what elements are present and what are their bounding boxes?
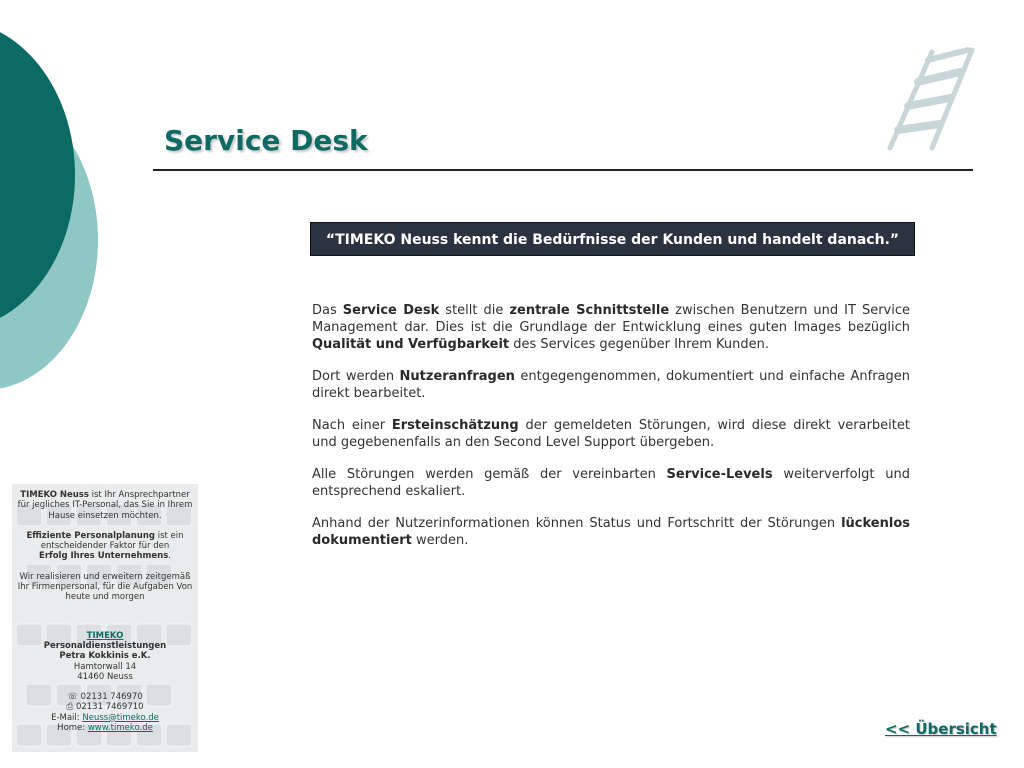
website-link[interactable]: www.timeko.de [87,723,153,734]
quote-banner: “TIMEKO Neuss kennt die Bedürfnisse der Kunden und handelt danach.” [310,222,915,256]
sidebar-planning: Effiziente Personalplanung ist ein entscheidender Faktor für den Erfolg Ihres Unternehmens. [26,530,184,562]
sidebar-intro: TIMEKO Neuss ist Ihr Ansprechpartner für jegliches IT-Personal, das Sie in Ihrem Hause einsetzen möchten. [17,490,193,521]
fax-icon: ⎙ [66,702,74,713]
fax-number: 02131 7469710 [75,702,144,713]
company-line-1: Personaldienstleistungen [43,640,167,651]
phone-icon: ☏ [67,692,78,703]
company-brand: TIMEKO [86,630,124,641]
company-street: Hamtorwall 14 [73,661,137,672]
company-info-box [12,484,198,752]
email-link[interactable]: Neuss@timeko.de [82,712,159,723]
title-divider [153,169,973,171]
company-city: 41460 Neuss [77,671,133,682]
paragraph-3: Nach einer Ersteinschätzung der gemeldeten Störungen, wird diese direkt verarbeitet und gegebenenfalls an den Second Level Support übergeben. [312,418,910,450]
company-address [16,631,194,734]
company-line-2: Petra Kokkinis e.K. [59,651,151,662]
fax-row [16,702,194,712]
email-row: E-Mail: Neuss@timeko.de [51,712,159,723]
page-title: Service Desk [164,124,368,157]
company-info-text [12,484,198,733]
paragraph-1: Das Service Desk stellt die zentrale Schnittstelle zwischen Benutzern und IT Service Management dar. Dies ist die Grundlage der Entwicklung eines guten Images bezüglich Qualität und Verfügbarkeit des Services gegenüber Ihrem Kunden. [312,303,911,352]
paragraph-4: Alle Störungen werden gemäß der vereinbarten Service-Levels weiterverfolgt und entsprechend eskaliert. [312,467,910,499]
website-row: Home: www.timeko.de [57,723,153,734]
paragraph-5: Anhand der Nutzerinformationen können Status und Fortschritt der Störungen lückenlos dokumentiert werden. [312,516,910,548]
paragraph-2: Dort werden Nutzeranfragen entgegengenommen, dokumentiert und einfache Anfragen direkt bearbeitet. [312,369,910,401]
sidebar-mission: Wir realisieren und erweitern zeitgemäß Ihr Firmenpersonal, für die Aufgaben Von heute und morgen [17,571,193,603]
ladder-graphic [880,40,980,155]
overview-link[interactable]: << Übersicht [885,720,997,738]
phone-number: 02131 746970 [80,692,143,703]
main-text [312,302,910,564]
phone-row [16,692,194,702]
